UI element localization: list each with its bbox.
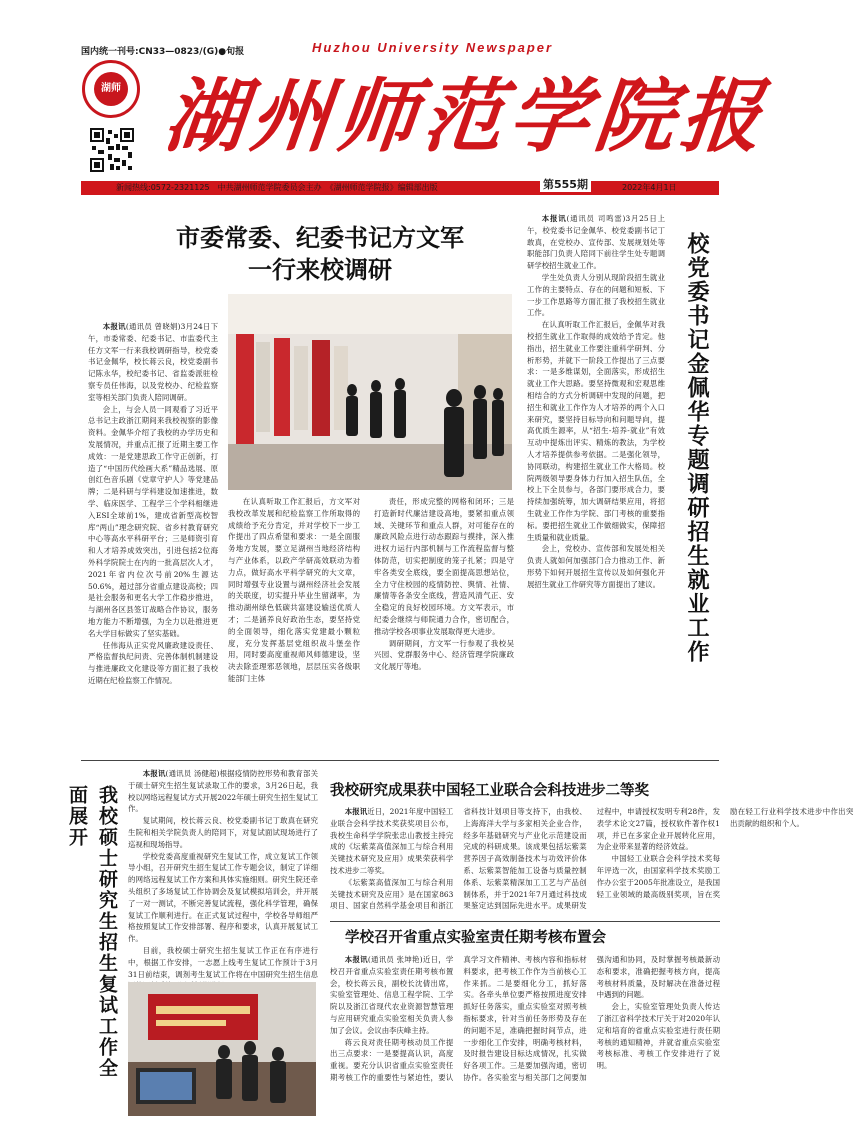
qr-code-icon bbox=[90, 128, 134, 172]
article1-col3 bbox=[374, 496, 514, 756]
article4-body bbox=[330, 806, 853, 916]
article3-text2: 复试期间，校长蒋云良、校党委副书记丁敢真在研究生院和相关学院负责人的陪同下，对复试面试现场进行了巡视和现场指导。 bbox=[128, 816, 318, 849]
article2-reporter: (通讯员 司鸣雷) bbox=[566, 214, 626, 223]
article5-reporter: (通讯员 张坤艳) bbox=[367, 955, 423, 964]
article5-text2: 蒋云良对责任期考核动员工作提出三点要求：一是要提高认识，高度重视。要充分认识省重点实验室责任期考核工作的重要性与紧迫性，要认真学习文件精神、考核内容和指标材料要求，把考核工作作为当前核心工作来抓。二是要细化分工，抓好落实。各牵头单位要严格按照进度安排抓好任务落实，重点实验室对照考核指标要求，针对当前任务形势及存在的问题不足，准确把握时间节点，进一步细化工作安排，明确考核材料，及时报告建设目标达成情况，扎实做好各项工作。三是要加强沟通，密切协作。各实验室与相关部门之间要加强沟通和协同，及时掌握考核最新动态和要求，准确把握考核方向，提高考核材料质量，及时解决在准备过程中遇到的问题。 bbox=[330, 955, 720, 1082]
article1-headline-line2: 一行来校调研 bbox=[248, 256, 392, 284]
article1-byline: 本报讯 bbox=[102, 322, 126, 331]
article3-text1: 根据疫情防控形势和教育部关于硕士研究生招生复试录取工作的要求，3月26日起，我校以网络远程复试方式开展2022年硕士研究生招生复试工作。 bbox=[128, 769, 318, 814]
article3-vertical-title: 我校硕士研究生招生复试工作全面展开 bbox=[66, 785, 118, 1079]
article1-col1b: 会上，与会人员一同观看了习近平总书记主政浙江期间来我校视察的影像资料。金佩华介绍了我校的办学历史和发展情况，并重点汇报了近期主要工作成效：一是党建思政工作守正创新，打造了“中国历代绘画大系”精品选展、原创红色音乐剧《党章守护人》等党建品牌；二是科研与学科建设加速推进，数学、临床医学、工程学三个学科相继进入ESI全球前1%，建成省新型高校智库“两山”理念研究院、省乡村教育研究中心等高水平科研平台；三是师资引育和人才培养成效突出，引进包括2位海外科学院院士在内的一批高层次人才，2021年省内位次号前20%生源达50.6%，超过部分省重点建设高校；四是社会服务和更名大学工作稳步推进，与湖州各区县签订战略合作协议，服务地方能力不断增强，为全力以赴推进更名大学目标做实了坚实基础。 bbox=[88, 404, 218, 638]
article1-photo bbox=[228, 294, 512, 490]
article1-col1c: 任伟海从正实党风廉政建设责任、严格监督执纪问责、完善体制机制建设与推进廉政文化建设等方面汇报了我校近期在纪检监察工作情况。 bbox=[88, 640, 218, 685]
article4-text1: 近日，2021年度中国轻工业联合会科学技术奖获奖项目公布，我校生命科学学院张忠山教授主持完成的《坛紫菜高值深加工与综合利用关键技术研究及应用》成果荣获科学技术进步二等奖。 bbox=[330, 807, 454, 875]
article2-text4: 会上，党校办、宣传部和发展处相关负责人就如何加强部门合力推动工作、新形势下如何开展招生宣传以及如何强化开展招生就业工作研究等方面提出了建议。 bbox=[527, 544, 665, 589]
article3-reporter: (通讯员 汤健超) bbox=[165, 769, 220, 778]
section-divider bbox=[81, 760, 719, 761]
issue-date: 2022年4月1日 bbox=[622, 183, 677, 192]
serial-number: 国内统一刊号:CN33—0823/(G)●旬报 bbox=[81, 47, 245, 57]
article3-photo bbox=[128, 982, 316, 1116]
school-seal-logo bbox=[82, 60, 140, 118]
article2-text2: 学生处负责人分别从现阶段招生就业工作的主要特点、存在的问题和短板、下一步工作思路等方面汇报了我校招生就业工作。 bbox=[527, 272, 665, 318]
article1-headline bbox=[120, 222, 520, 286]
article1-reporter: (通讯员 曾晓娟) bbox=[125, 322, 181, 331]
article1-col1-text: 3月24日下午，市委常委、纪委书记、市监委代主任方文军一行来我校调研指导，校党委书记金佩华，校长蒋云良，校党委副书记陈永华，校纪委书记、省监委派驻检察专员任伟海，以及党校办、纪检监察室等相关部门负责人陪同调研。 bbox=[88, 322, 218, 402]
article1-col3b-text: 调研期间，方文军一行参观了我校吴兴园、党群服务中心、经济管理学院廉政文化展厅等地。 bbox=[374, 638, 514, 672]
english-name: Huzhou University Newspaper bbox=[312, 40, 554, 55]
article-divider bbox=[330, 921, 720, 922]
article3-text4: 目前，我校硕士研究生招生复试工作正在有序进行中，根据工作安排，一志愿上线考生复试工作预计于3月31日前结束，调剂考生复试工作将在中国研究生招生信息 bbox=[128, 945, 318, 979]
article2-text1: 3月25日上午，校党委书记金佩华、校党委副书记丁敢真，在党校办、宣传部、发展规划处等职能部门负责人陪同下前往学生处专题调研学校招生就业工作。 bbox=[527, 214, 666, 271]
article2-vertical-title: 校党委书记金佩华专题调研招生就业工作 bbox=[684, 232, 709, 664]
article1-col3-text: 责任，形成完整的网格和闭环；三是打造新时代廉洁建设高地，要紧扣重点领域、关键环节和重点人群，对可能存在的廉政风险点进行动态跟踪与摸排，深入推进权力运行内部机制与工作流程监督与整体防范，切实把制度的笼子扎紧；四是守牢各类安全底线，要全面提高思想站位，全力守住校园的疫情防控、舆情、社情、廉情等各条安全底线，营造风清气正、安全稳定的良好校园环境。方文军表示，市纪委会继续与师院通力合作，密切配合，推动学校各项事业发展取得更大进步。 bbox=[374, 497, 514, 636]
article1-col2 bbox=[228, 496, 360, 756]
article3-byline: 本报讯 bbox=[142, 769, 166, 778]
article5-headline: 学校召开省重点实验室责任期考核布置会 bbox=[345, 930, 606, 946]
article4-text3: 中国轻工业联合会科学技术奖每年评选一次，由国家科学技术奖励工作办公室于2005年批准设立，是我国轻工业领域的最高级别奖项，旨在奖励在轻工行业科学技术进步中作出突出贡献的组织和个人。 bbox=[596, 807, 853, 899]
article2-text3: 在认真听取工作汇报后，金佩华对我校招生就业工作取得的成效给予肯定。他指出，招生就业工作要注重科学研判、分析形势，并就下一阶段工作提出了三点要求：一是多维谋划，全面落实，形成招生就业工作大思路。要坚持微观和宏观思维相结合的方式分析调研中发现的问题，把招生和就业工作作为人才培养的两个入口来研究，要坚持目标导向和问题导向，提高优质生源率，从“招生-培养-就业”有效互动中提炼出评实、精炼的教法，为学校人才培养提供参考依据。二是强化领导，协同联动，构建招生就业工作大格局。校院两级领导要身体力行加入招生队伍，全校上下全员参与，各部门要形成合力，要持续加强统筹，加大调研结果应用，将招生就业工作作为学院、部门考核的重要指标。要把招生就业工作做细做实，保障招生质量和就业质量。 bbox=[527, 320, 665, 542]
issue-number: 第555期 bbox=[540, 176, 591, 192]
article4-byline: 本报讯 bbox=[344, 807, 368, 816]
hotline-text: 新闻热线:0572-2321125 中共湖州师范学院委员会主办 《湖州师范学院报》编辑部出版 bbox=[116, 183, 438, 192]
article1-headline-line1: 市委常委、纪委书记方文军 bbox=[176, 224, 464, 252]
article1-col1 bbox=[88, 321, 218, 755]
article5-body bbox=[330, 954, 720, 1126]
article5-byline: 本报讯 bbox=[344, 955, 368, 964]
article1-col2-text: 在认真听取工作汇报后，方文军对我校改革发展和纪检监察工作所取得的成绩给予充分肯定，并对学校下一步工作提出了四点希望和要求：一是全面服务地方发展，要立足湖州当地经济结构与产业体系，以政产学研高效联动为着力点，做好高水平科学研究的大文章，同时增强专业设置与湖州经济社会发展的关联度，切实提升毕业生留湖率，为推动湖州绿色低碳共富建设输送优质人才；二是涵养良好政治生态，要坚持党的全面领导，细化落实党建最小颗粒度，充分发挥基层党组织战斗堡垒作用，同时要高度重视师风师德建设，坚决去除歪理邪恶领地，层层压实各级职能部门主体 bbox=[228, 497, 360, 683]
article2-body bbox=[527, 213, 665, 761]
newspaper-title: 湖州师范学院报 bbox=[160, 69, 772, 163]
article4-text2: 《坛紫菜高值深加工与综合利用关键技术研究及应用》是在国家863项目、国家自然科学基金项目和浙江省科技计划项目等支持下，由我校、上海海洋大学与多家相关企业合作，经多年基础研究与产业化示范建设而完成的科研成果。该成果包括坛紫菜营养因子高效制备技术与功效评价体系、坛紫菜智能加工设备与质量控制体系、坛紫菜精深加工工艺与产品创制体系，并于2021年7月通过科技成果鉴定达到国际先进水平。成果研发过程中，申请授权发明专利28件，发表学术论文27篇，授权软件著作权1项，并已在多家企业开展转化应用，为企业带来显著的经济效益。 bbox=[330, 807, 720, 911]
article5-text1: 近日，学校召开省重点实验室责任期考核布置会，校长蒋云良，副校长沈倩出席，实验室管理处、信息工程学院、工学院以及浙江省现代农业资源智慧管理与应用研究重点实验室相关负责人参加了会议。会议由李庆峰主持。 bbox=[330, 955, 454, 1035]
article4-headline: 我校研究成果获中国轻工业联合会科技进步二等奖 bbox=[330, 783, 649, 799]
article2-byline: 本报讯 bbox=[541, 214, 567, 223]
article5-text3: 会上，实验室管理处负责人传达了浙江省科学技术厅关于对2020年认定和培育的省重点实验室进行责任期考核的通知精神，并就省重点实验室考核标准、考核工作安排进行了说明。 bbox=[596, 1002, 720, 1071]
article3-text3: 学校党委高度重视研究生复试工作，成立复试工作领导小组，召开研究生招生复试工作专题会议，制定了详细的网络远程复试工作方案和具体实施细则。研究生院还牵头组织了多场复试工作协调会及复试模拟培训会，并开展了一对一测试，不断完善复试流程，强化科学管理，确保复试工作顺利进行。在正式复试过程中，学校各导师组严格按照复试工作安排部署、程序和要求，认真开展复试工作。 bbox=[128, 851, 318, 944]
seal-text: 湖师 bbox=[94, 72, 128, 106]
